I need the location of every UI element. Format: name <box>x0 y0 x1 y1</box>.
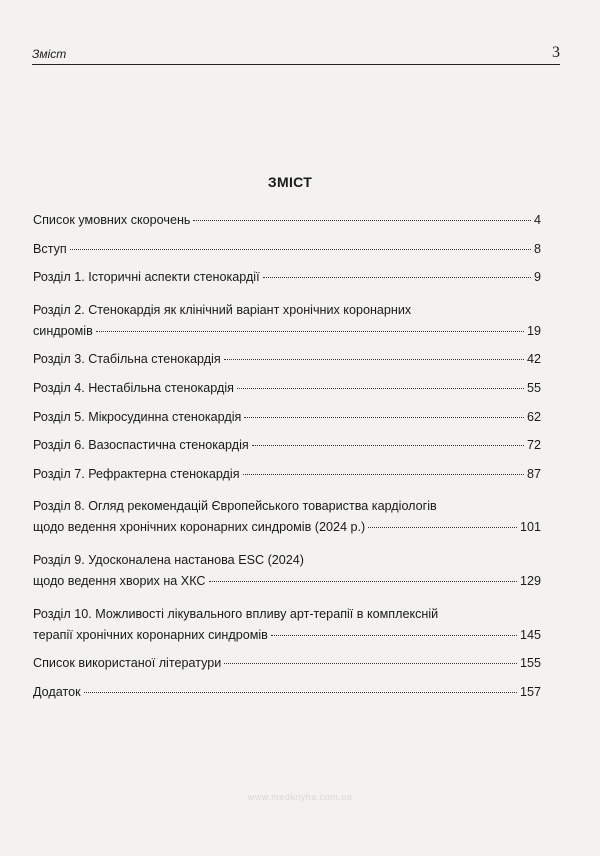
dot-leader <box>252 445 524 446</box>
toc-entry-page: 55 <box>526 380 541 395</box>
toc-entry[interactable] <box>33 548 541 590</box>
toc-entry[interactable] <box>33 298 541 340</box>
toc-entry-line <box>33 241 541 258</box>
toc-entry-page: 42 <box>526 352 541 367</box>
toc-entry-line <box>33 269 541 286</box>
dot-leader <box>193 220 531 221</box>
toc-entry[interactable] <box>33 212 541 229</box>
toc-entry[interactable] <box>33 409 541 426</box>
dot-leader <box>224 663 517 664</box>
toc-entry-page: 62 <box>526 409 541 424</box>
table-of-contents <box>33 212 541 712</box>
toc-entry-label: щодо ведення хронічних коронарних синдромів (2024 р.) <box>33 520 366 535</box>
dot-leader <box>244 417 524 418</box>
toc-entry[interactable] <box>33 437 541 454</box>
toc-entry-line <box>33 655 541 672</box>
watermark: www.medknyha.com.ua <box>247 792 353 802</box>
dot-leader <box>70 249 531 250</box>
toc-entry-page: 9 <box>533 270 541 285</box>
toc-entry-line <box>33 519 541 536</box>
toc-entry-page: 129 <box>519 573 541 588</box>
toc-entry-line <box>33 212 541 229</box>
toc-entry-title-first-line: Розділ 10. Можливості лікувального впливу арт-терапії в комплексній <box>33 606 439 621</box>
toc-entry[interactable] <box>33 494 541 536</box>
toc-entry-label: Список використаної літератури <box>33 656 222 671</box>
dot-leader <box>84 692 517 693</box>
toc-entry-title-first-line: Розділ 9. Удосконалена настанова ESC (2024) <box>33 552 304 567</box>
page-title: ЗМІСТ <box>267 174 313 190</box>
toc-entry-line <box>33 627 541 644</box>
toc-entry-label: Розділ 3. Стабільна стенокардія <box>33 352 221 367</box>
toc-entry[interactable] <box>33 466 541 483</box>
toc-entry-label: Розділ 6. Вазоспастична стенокардія <box>33 438 249 453</box>
toc-entry-label: Розділ 4. Нестабільна стенокардія <box>33 380 234 395</box>
toc-entry-line <box>33 380 541 397</box>
toc-entry[interactable] <box>33 380 541 397</box>
toc-entry[interactable] <box>33 269 541 286</box>
dot-leader <box>271 635 517 636</box>
toc-entry-title-first-line: Розділ 2. Стенокардія як клінічний варіант хронічних коронарних <box>33 302 412 317</box>
toc-entry-page: 19 <box>526 323 541 338</box>
toc-entry-page: 101 <box>519 520 541 535</box>
dot-leader <box>237 388 524 389</box>
toc-entry-page: 8 <box>533 241 541 256</box>
toc-entry-page: 157 <box>519 684 541 699</box>
toc-entry-label: Розділ 7. Рефрактерна стенокардія <box>33 466 240 481</box>
toc-entry-line <box>33 466 541 483</box>
dot-leader <box>263 277 531 278</box>
toc-entry[interactable] <box>33 241 541 258</box>
toc-entry-label: Додаток <box>33 684 81 699</box>
toc-entry-label: Вступ <box>33 241 67 256</box>
toc-entry-page: 4 <box>533 213 541 227</box>
toc-entry-label: Розділ 1. Історичні аспекти стенокардії <box>33 270 260 285</box>
toc-entry-line <box>33 573 541 590</box>
header-section-name: Зміст <box>32 47 67 61</box>
toc-entry-label: Список умовних скорочень <box>33 213 191 227</box>
toc-entry-label: Розділ 5. Мікросудинна стенокардія <box>33 409 242 424</box>
toc-entry[interactable] <box>33 655 541 672</box>
toc-entry-label: щодо ведення хворих на ХКС <box>33 573 206 588</box>
toc-entry-title-first-line: Розділ 8. Огляд рекомендацій Європейського товариства кардіологів <box>33 499 437 514</box>
page-number: 3 <box>552 44 560 61</box>
toc-entry-line <box>33 409 541 426</box>
dot-leader <box>96 331 524 332</box>
toc-entry-line <box>33 323 541 340</box>
toc-entry-line <box>33 684 541 701</box>
dot-leader <box>209 581 517 582</box>
toc-entry-page: 87 <box>526 466 541 481</box>
toc-entry[interactable] <box>33 351 541 368</box>
toc-entry-page: 72 <box>526 438 541 453</box>
toc-entry-label: синдромів <box>33 323 93 338</box>
toc-entry[interactable] <box>33 602 541 644</box>
toc-entry[interactable] <box>33 684 541 701</box>
toc-entry-page: 155 <box>519 656 541 671</box>
dot-leader <box>368 527 517 528</box>
dot-leader <box>243 474 524 475</box>
toc-entry-line <box>33 351 541 368</box>
dot-leader <box>224 359 524 360</box>
toc-entry-label: терапії хронічних коронарних синдромів <box>33 627 268 642</box>
running-header <box>32 42 560 65</box>
toc-entry-line <box>33 437 541 454</box>
toc-entry-page: 145 <box>519 627 541 642</box>
